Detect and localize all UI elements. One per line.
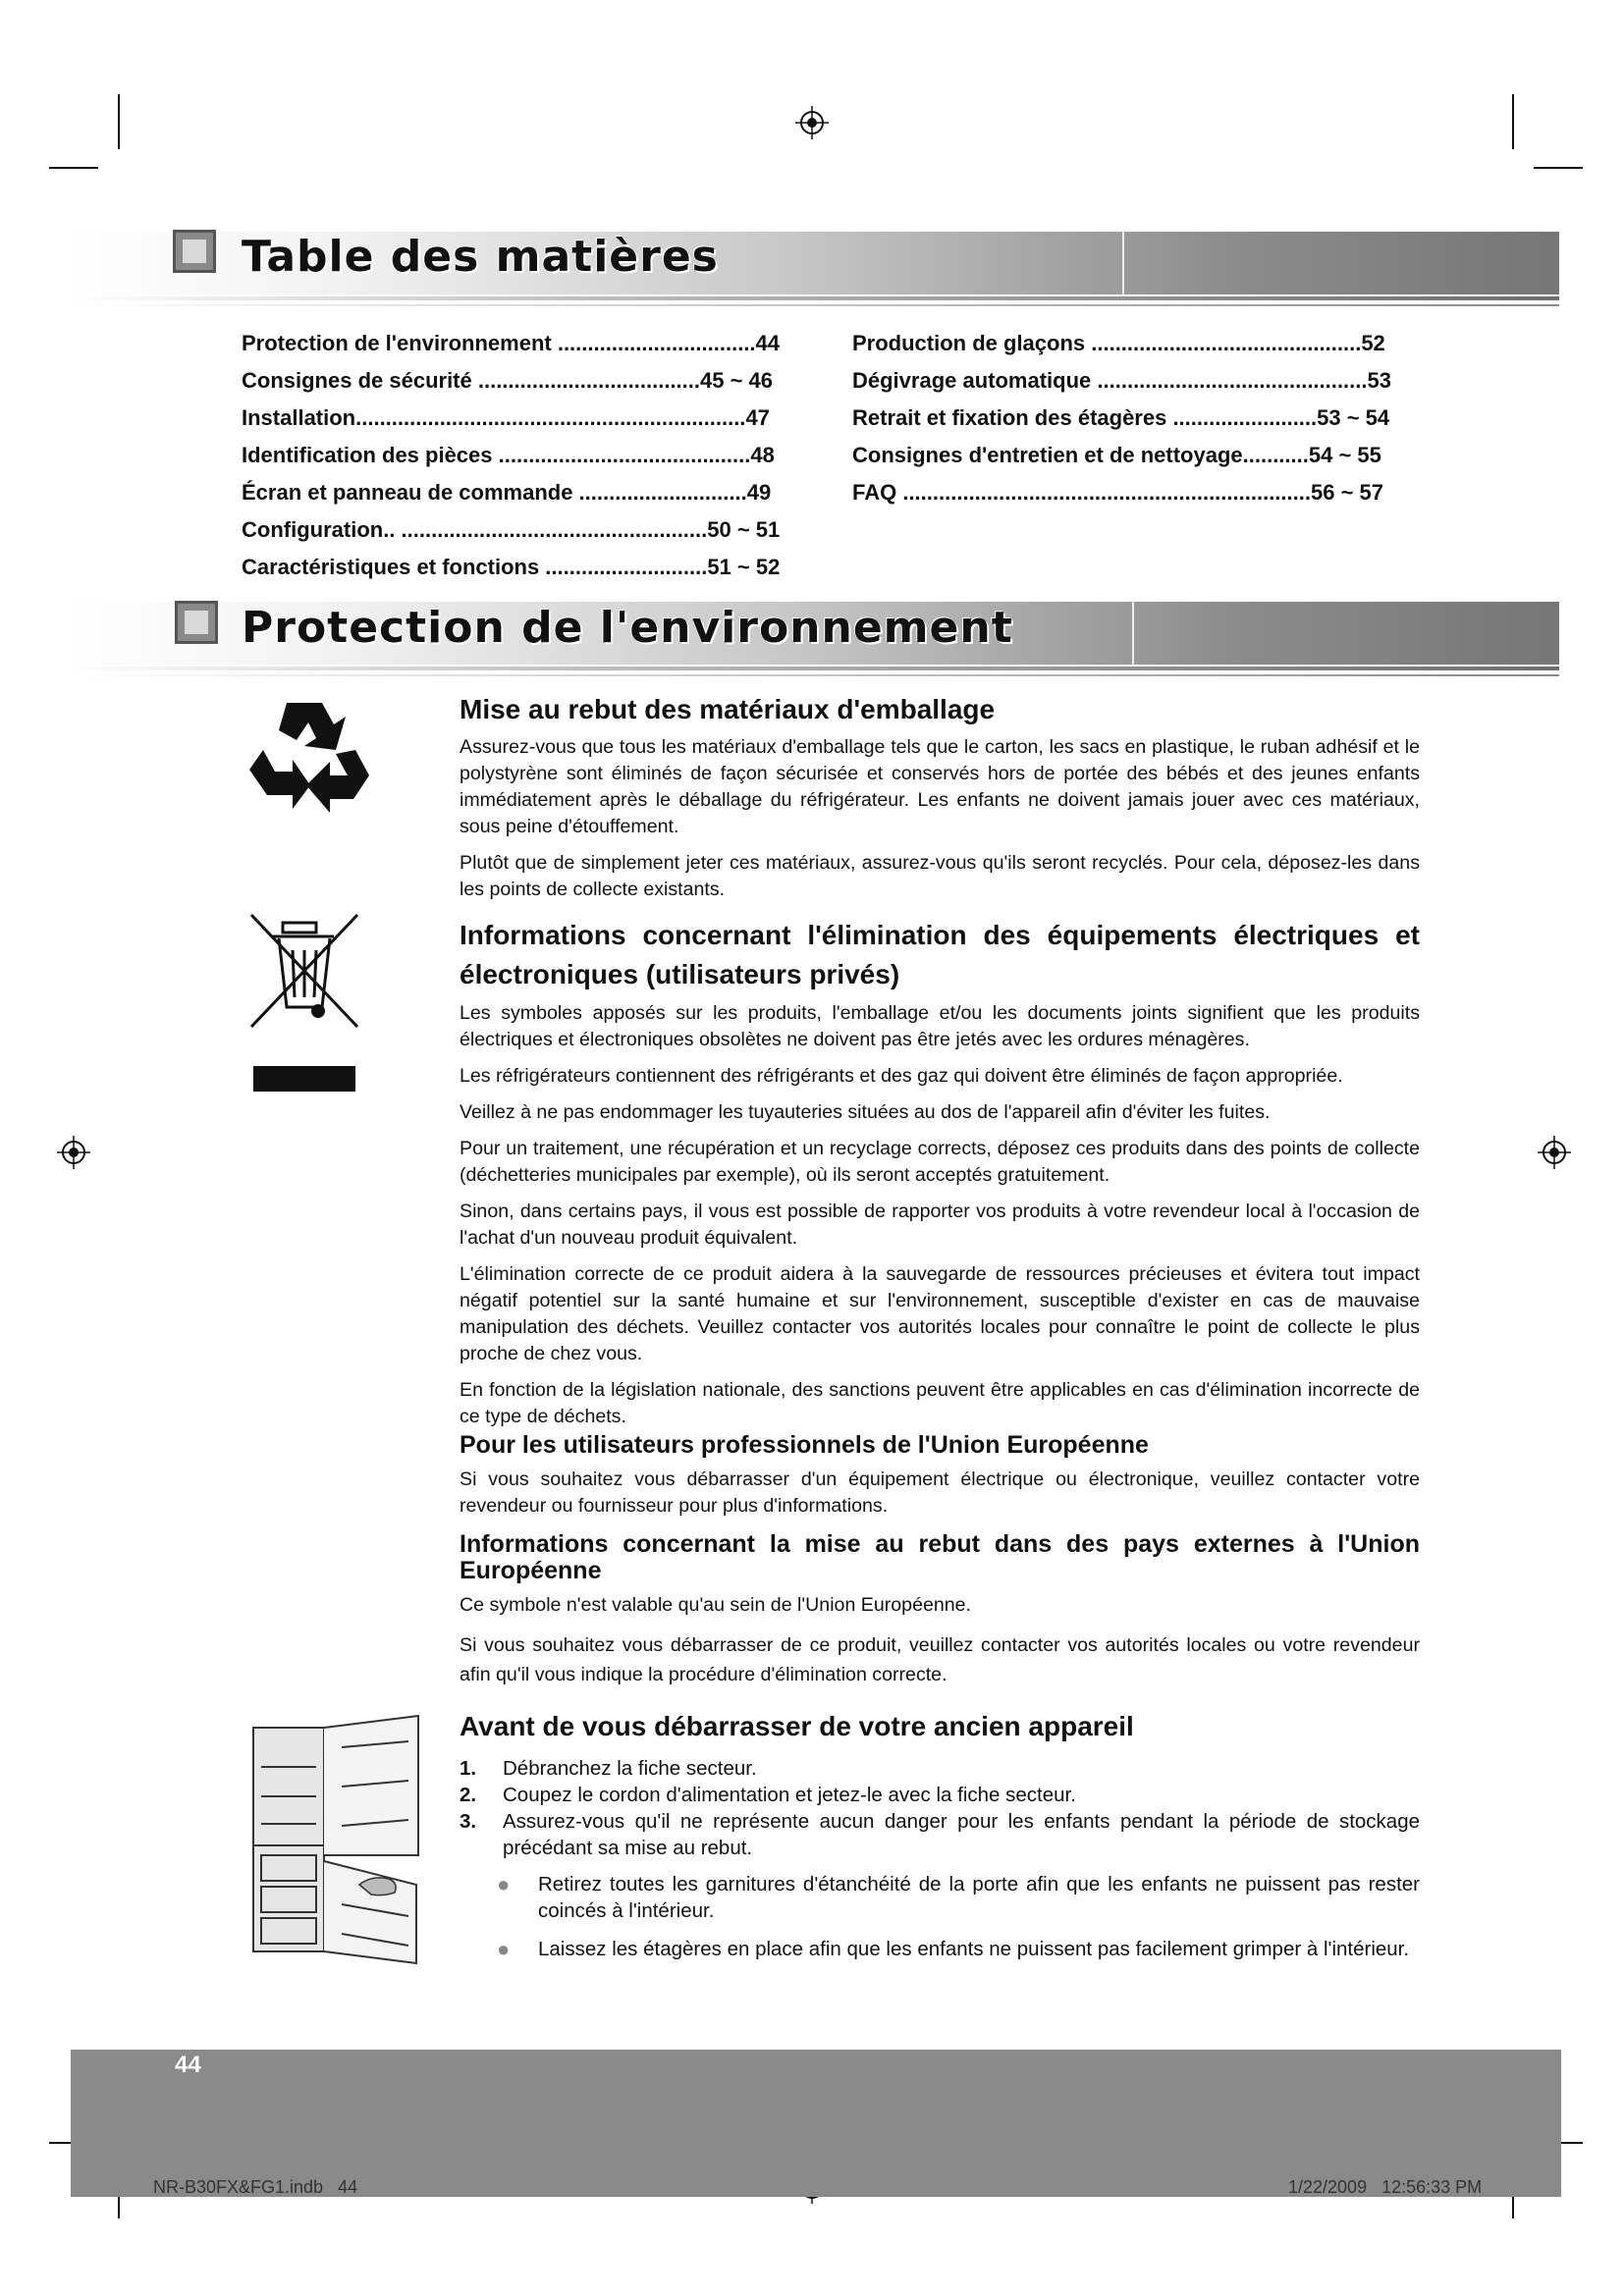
crop-mark <box>1512 94 1514 149</box>
section-square-icon <box>175 601 218 644</box>
step-item <box>460 1755 1420 1782</box>
banner-rule <box>67 667 1559 670</box>
toc-label: Écran et panneau de commande ............................ <box>242 480 747 505</box>
toc-page: 54 ~ 55 <box>1308 443 1381 467</box>
footer-band <box>71 2050 1561 2197</box>
toc-page: 56 ~ 57 <box>1310 480 1383 505</box>
toc-label: Consignes de sécurité ..................................... <box>242 368 701 393</box>
banner-rule <box>67 674 1559 676</box>
toc-entry[interactable] <box>852 400 1402 437</box>
toc-page: 48 <box>750 443 775 467</box>
toc-page: 53 <box>1367 368 1391 393</box>
toc-left-column <box>242 325 787 586</box>
toc-entry[interactable] <box>242 549 787 586</box>
toc-label: Configuration.. ................................................... <box>242 517 708 542</box>
toc-entry[interactable] <box>242 325 787 362</box>
weee-section <box>460 916 1420 1430</box>
weee-paragraph: Veillez à ne pas endommager les tuyauteries situées au dos de l'appareil afin d'éviter les fuites. <box>460 1101 1271 1123</box>
fridge-icon <box>244 1708 430 1973</box>
environment-title: Protection de l'environnement <box>242 603 1013 653</box>
toc-entry[interactable] <box>852 362 1402 400</box>
bullet-item <box>460 1871 1420 1924</box>
toc-page: 52 <box>1361 331 1385 355</box>
bullet-text: Laissez les étagères en place afin que les enfants ne puissent pas facilement grimper à l'intérieur. <box>538 1938 1410 1960</box>
bullet-icon: ● <box>497 1937 511 1961</box>
toc-entry[interactable] <box>242 400 787 437</box>
registration-mark-icon <box>1538 1136 1571 1169</box>
step-number: 3. <box>460 1810 477 1833</box>
noneu-heading: Informations concernant la mise au rebut dans des pays externes à l'Union Européenne <box>460 1530 1420 1584</box>
toc-label: Production de glaçons ............................................. <box>852 331 1362 355</box>
noneu-section <box>460 1531 1420 1689</box>
section-square-icon <box>173 230 216 273</box>
crop-mark <box>49 167 98 169</box>
toc-label: Retrait et fixation des étagères ........................ <box>852 405 1318 430</box>
toc-label: Installation................................................................. <box>242 405 746 430</box>
packaging-paragraph: Plutôt que de simplement jeter ces matériaux, assurez-vous qu'ils seront recyclés. Pour cela, déposez-les dans les points de collecte existants. <box>460 852 1420 900</box>
toc-right-column <box>852 325 1402 511</box>
step-text: Débranchez la fiche secteur. <box>503 1757 757 1780</box>
packaging-paragraph: Assurez-vous que tous les matériaux d'emballage tels que le carton, les sacs en plastique, le ruban adhésif et le polystyrène sont éliminés de façon sécurisée et conservés hors de portée des bébés et des jeunes enfants immédiatement après le déballage du réfrigérateur. Les enfants ne doivent jamais jouer avec ces matériaux, sous peine d'étouffement. <box>460 736 1420 837</box>
weee-paragraph: L'élimination correcte de ce produit aidera à la sauvegarde de ressources précieuses et évitera tout impact négatif potentiel sur la santé humaine et sur l'environnement, susceptible d'exister en cas de mauvaise manipulation des déchets. Veuillez contacter vos autorités locales pour connaître le point de collecte le plus proche de chez vous. <box>460 1263 1420 1364</box>
step-number: 1. <box>460 1757 477 1780</box>
toc-page: 47 <box>745 405 770 430</box>
crossed-bin-icon <box>247 911 361 1033</box>
step-text: Assurez-vous qu'il ne représente aucun danger pour les enfants pendant la période de stockage précédant sa mise au rebut. <box>503 1810 1420 1859</box>
toc-entry[interactable] <box>852 437 1402 474</box>
toc-entry[interactable] <box>242 511 787 549</box>
old-appliance-heading: Avant de vous débarrasser de votre ancien appareil <box>460 1711 1134 1741</box>
toc-label: Protection de l'environnement ................................. <box>242 331 756 355</box>
step-text: Coupez le cordon d'alimentation et jetez-le avec la fiche secteur. <box>503 1784 1076 1806</box>
toc-entry[interactable] <box>852 474 1402 511</box>
toc-page: 50 ~ 51 <box>707 517 781 542</box>
bullet-icon: ● <box>497 1872 511 1896</box>
weee-paragraph: En fonction de la législation nationale, des sanctions peuvent être applicables en cas d'élimination incorrecte de ce type de déchets. <box>460 1379 1420 1427</box>
page-number: 44 <box>175 2052 201 2078</box>
weee-paragraph: Les réfrigérateurs contiennent des réfrigérants et des gaz qui doivent être éliminés de façon appropriée. <box>460 1065 1343 1087</box>
bullet-item <box>460 1934 1420 1965</box>
toc-page: 53 ~ 54 <box>1317 405 1390 430</box>
timestamp: 1/22/2009 12:56:33 PM <box>1288 2177 1483 2197</box>
weee-paragraph: Les symboles apposés sur les produits, l'emballage et/ou les documents joints signifient que les produits électriques et électroniques obsolètes ne doivent pas être jetés avec les ordures ménagères. <box>460 1002 1420 1050</box>
noneu-paragraph: Ce symbole n'est valable qu'au sein de l'Union Européenne. <box>460 1594 971 1616</box>
toc-label: Dégivrage automatique ............................................. <box>852 368 1368 393</box>
banner-rule <box>67 304 1559 306</box>
packaging-section <box>460 693 1420 903</box>
weee-paragraph: Sinon, dans certains pays, il vous est possible de rapporter vos produits à votre revendeur local à l'occasion de l'achat d'un nouveau produit équivalent. <box>460 1201 1420 1249</box>
toc-entry[interactable] <box>242 437 787 474</box>
weee-bar <box>253 1066 355 1092</box>
recycle-icon <box>245 695 373 817</box>
toc-page: 51 ~ 52 <box>707 555 781 579</box>
toc-page: 44 <box>755 331 781 355</box>
pro-heading: Pour les utilisateurs professionnels de l'Union Européenne <box>460 1431 1149 1459</box>
noneu-paragraph: Si vous souhaitez vous débarrasser de ce produit, veuillez contacter vos autorités locales ou votre revendeur afin qu'il vous indique la procédure d'élimination correcte. <box>460 1634 1420 1685</box>
packaging-heading: Mise au rebut des matériaux d'emballage <box>460 694 996 724</box>
crop-mark <box>118 94 120 149</box>
banner-rule <box>67 296 1559 300</box>
toc-entry[interactable] <box>242 474 787 511</box>
toc-label: Identification des pièces .......................................... <box>242 443 751 467</box>
weee-heading: Informations concernant l'élimination des équipements électriques et électroniques (utilisateurs privés) <box>460 920 1420 989</box>
step-number: 2. <box>460 1784 477 1806</box>
toc-page: 49 <box>746 480 772 505</box>
bullet-text: Retirez toutes les garnitures d'étanchéité de la porte afin que les enfants ne puissent pas rester coincés à l'intérieur. <box>538 1873 1420 1922</box>
toc-label: FAQ .................................................................... <box>852 480 1311 505</box>
toc-label: Caractéristiques et fonctions ........................... <box>242 555 708 579</box>
file-slug: NR-B30FX&FG1.indb 44 <box>153 2177 358 2197</box>
step-item <box>460 1782 1420 1808</box>
pro-paragraph: Si vous souhaitez vous débarrasser d'un équipement électrique ou électronique, veuillez contacter votre revendeur ou fournisseur pour plus d'informations. <box>460 1468 1420 1517</box>
pro-section <box>460 1431 1420 1520</box>
toc-label: Consignes d'entretien et de nettoyage........... <box>852 443 1309 467</box>
toc-page: 45 ~ 46 <box>700 368 774 393</box>
registration-mark-icon <box>57 1136 90 1169</box>
toc-entry[interactable] <box>852 325 1402 362</box>
toc-title: Table des matières <box>242 232 719 282</box>
registration-mark-icon <box>795 106 829 139</box>
crop-mark <box>1534 167 1583 169</box>
toc-entry[interactable] <box>242 362 787 400</box>
old-appliance-section <box>460 1710 1420 1965</box>
weee-paragraph: Pour un traitement, une récupération et un recyclage corrects, déposez ces produits dans des points de collecte (déchetteries municipales par exemple), où ils seront acceptés gratuitement. <box>460 1138 1420 1186</box>
step-item <box>460 1808 1420 1861</box>
